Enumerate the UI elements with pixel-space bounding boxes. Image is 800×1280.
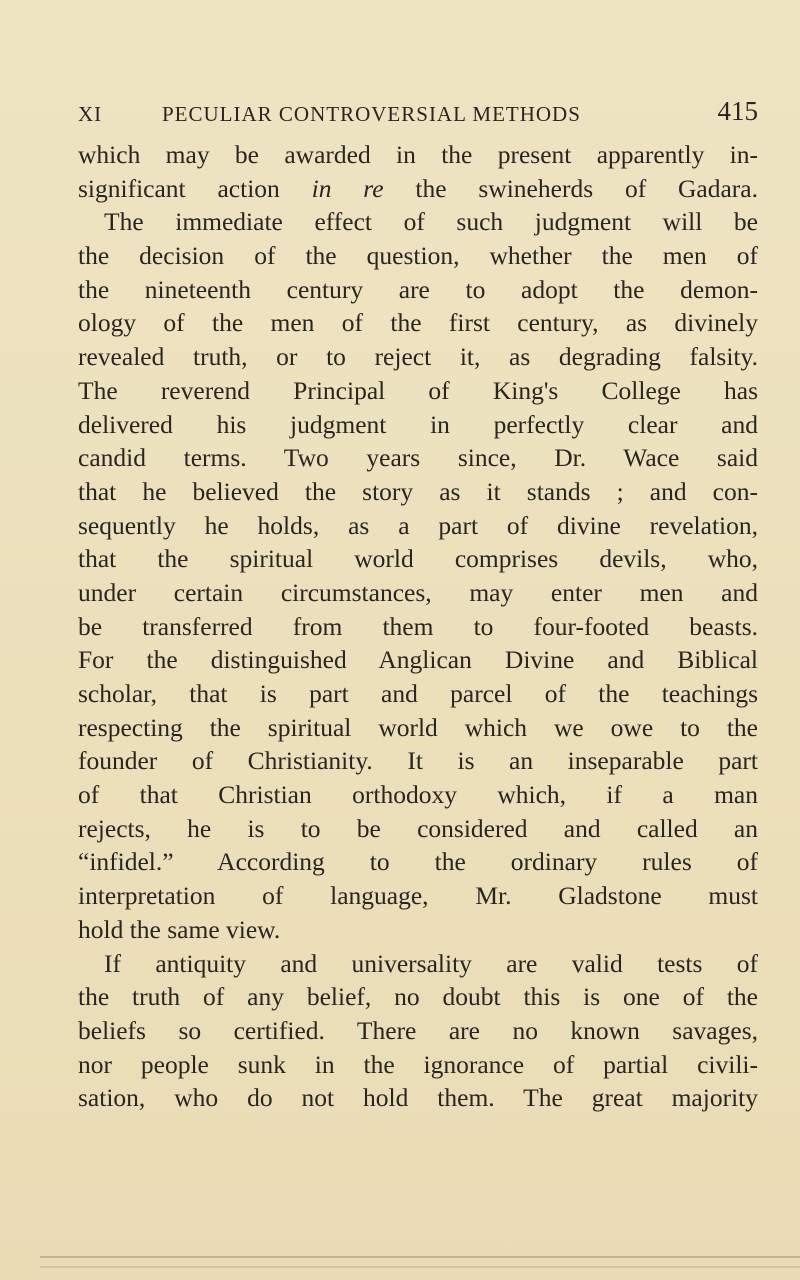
text-line: which may be awarded in the present apparently in- [78, 140, 758, 169]
running-head [78, 96, 758, 132]
text-line: under certain circumstances, may enter men and [78, 577, 758, 607]
text-line: of that Christian orthodoxy which, if a man [78, 780, 758, 810]
page-number: 415 [717, 96, 758, 126]
text-line: sation, who do not hold them. The great majority [78, 1083, 758, 1113]
text-fragment: the swineherds of Gadara. [383, 173, 758, 203]
running-title: PECULIAR CONTROVERSIAL METHODS [162, 102, 581, 126]
paragraph-end-line: hold the same view. [78, 914, 281, 944]
text-line: sequently he holds, as a part of divine revelation, [78, 510, 758, 540]
text-line: delivered his judgment in perfectly clear and [78, 409, 758, 439]
text-line: scholar, that is part and parcel of the teachings [78, 679, 758, 708]
text-line: For the distinguished Anglican Divine and Biblical [78, 645, 758, 675]
chapter-number: XI [78, 102, 103, 126]
paragraph-start-line: If antiquity and universality are valid tests of [104, 948, 758, 978]
text-line: rejects, he is to be considered and called an [78, 813, 758, 843]
text-line: candid terms. Two years since, Dr. Wace said [78, 443, 758, 473]
text-fragment: significant action [78, 173, 312, 203]
text-line: the decision of the question, whether the men of [78, 241, 758, 271]
paragraph-start-line: The immediate effect of such judgment will be [104, 207, 758, 237]
text-line: that he believed the story as it stands ; and con- [78, 476, 758, 506]
text-line [78, 172, 758, 206]
text-line: nor people sunk in the ignorance of partial civili- [78, 1049, 758, 1079]
text-line: beliefs so certified. There are no known savages, [78, 1015, 758, 1045]
text-line: ology of the men of the first century, as divinely [78, 308, 758, 338]
body-text [78, 138, 758, 1115]
page-bottom-edge [40, 1256, 800, 1258]
text-line: “infidel.” According to the ordinary rules of [78, 847, 758, 877]
page-bottom-edge [40, 1266, 800, 1268]
text-line: the truth of any belief, no doubt this is one of the [78, 982, 758, 1012]
text-line: respecting the spiritual world which we owe to the [78, 712, 758, 742]
italic-phrase: in re [311, 173, 384, 203]
text-line: revealed truth, or to reject it, as degrading falsity. [78, 342, 758, 372]
text-line: the nineteenth century are to adopt the demon- [78, 274, 758, 304]
text-line: that the spiritual world comprises devils, who, [78, 544, 758, 574]
text-line: The reverend Principal of King's College has [78, 375, 758, 405]
text-line: founder of Christianity. It is an inseparable part [78, 746, 758, 776]
text-line: interpretation of language, Mr. Gladstone must [78, 881, 758, 911]
text-line: be transferred from them to four-footed beasts. [78, 611, 758, 641]
